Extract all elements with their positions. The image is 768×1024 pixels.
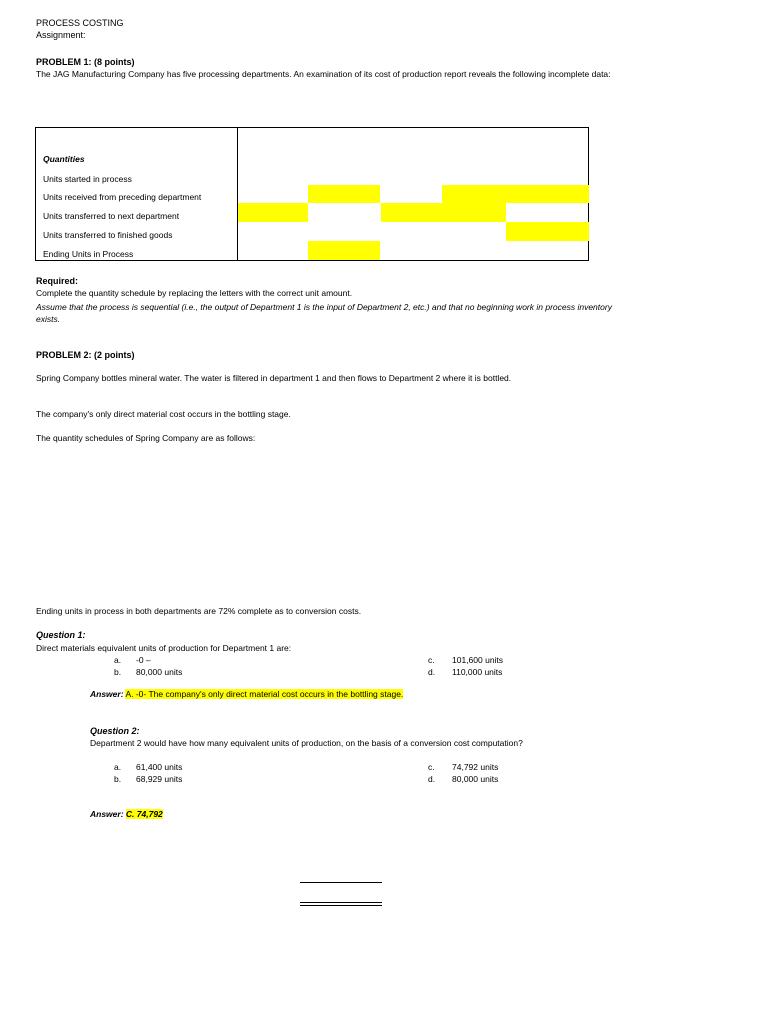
required-heading: Required: bbox=[36, 276, 79, 286]
highlighted-cell bbox=[308, 241, 380, 260]
table-row-label: Units received from preceding department bbox=[43, 192, 202, 202]
problem2-paragraph: The company's only direct material cost occurs in the bottling stage. bbox=[36, 409, 291, 419]
assumption-text: Assume that the process is sequential (i.e., the output of Department 1 is the input of Department 2, etc.) and that no beginning work in process inventory bbox=[36, 302, 612, 312]
table-row-label: Units transferred to finished goods bbox=[43, 230, 173, 240]
answer-text: C. 74,792 bbox=[125, 809, 163, 819]
option-text: -0 – bbox=[136, 655, 151, 665]
highlighted-cell bbox=[238, 203, 308, 222]
option-letter: a. bbox=[114, 655, 122, 665]
highlighted-cell bbox=[381, 203, 506, 222]
problem2-paragraph: Spring Company bottles mineral water. The water is filtered in department 1 and then flows to Department 2 where it is bottled. bbox=[36, 373, 512, 383]
table-row-label: Units started in process bbox=[43, 174, 132, 184]
option-letter: d. bbox=[428, 667, 436, 677]
quantity-table bbox=[35, 127, 589, 261]
answer-label: Answer: bbox=[90, 809, 124, 819]
option-letter: b. bbox=[114, 774, 122, 784]
question1-label: Question 1: bbox=[36, 630, 86, 640]
table-divider bbox=[237, 128, 238, 260]
question2-answer bbox=[90, 809, 163, 819]
option-text: 74,792 units bbox=[452, 762, 499, 772]
table-section-label: Quantities bbox=[43, 154, 85, 164]
problem2-paragraph: Ending units in process in both departments are 72% complete as to conversion costs. bbox=[36, 606, 362, 616]
document-title: PROCESS COSTING bbox=[36, 18, 124, 28]
option-text: 110,000 units bbox=[452, 667, 503, 677]
problem2-heading: PROBLEM 2: (2 points) bbox=[36, 350, 135, 360]
question1-answer bbox=[90, 689, 403, 699]
answer-text: A. -0- The company's only direct material cost occurs in the bottling stage. bbox=[125, 689, 404, 699]
table-row-label: Ending Units in Process bbox=[43, 249, 134, 259]
problem2-paragraph: The quantity schedules of Spring Company are as follows: bbox=[36, 433, 256, 443]
question2-label: Question 2: bbox=[90, 726, 140, 736]
single-underline bbox=[300, 882, 382, 883]
option-text: 68,929 units bbox=[136, 774, 183, 784]
option-text: 61,400 units bbox=[136, 762, 183, 772]
option-letter: a. bbox=[114, 762, 122, 772]
double-underline-top bbox=[300, 902, 382, 903]
required-text: Complete the quantity schedule by replacing the letters with the correct unit amount. bbox=[36, 288, 353, 298]
option-letter: b. bbox=[114, 667, 122, 677]
option-letter: d. bbox=[428, 774, 436, 784]
highlighted-cell bbox=[506, 222, 589, 241]
option-text: 101,600 units bbox=[452, 655, 504, 665]
option-letter: c. bbox=[428, 655, 435, 665]
table-row-label: Units transferred to next department bbox=[43, 211, 180, 221]
double-underline-bottom bbox=[300, 905, 382, 906]
problem1-heading: PROBLEM 1: (8 points) bbox=[36, 57, 135, 67]
highlighted-cell bbox=[442, 185, 589, 203]
highlighted-cell bbox=[308, 185, 380, 203]
answer-label: Answer: bbox=[90, 689, 124, 699]
option-text: 80,000 units bbox=[452, 774, 499, 784]
question2-text: Department 2 would have how many equivalent units of production, on the basis of a conversion cost computation? bbox=[90, 738, 523, 748]
problem1-intro: The JAG Manufacturing Company has five processing departments. An examination of its cost of production report reveals the following incomplete data: bbox=[36, 69, 611, 79]
assumption-text-cont: exists. bbox=[36, 314, 61, 324]
option-text: 80,000 units bbox=[136, 667, 183, 677]
option-letter: c. bbox=[428, 762, 435, 772]
document-subtitle: Assignment: bbox=[36, 30, 86, 40]
question1-text: Direct materials equivalent units of production for Department 1 are: bbox=[36, 643, 292, 653]
